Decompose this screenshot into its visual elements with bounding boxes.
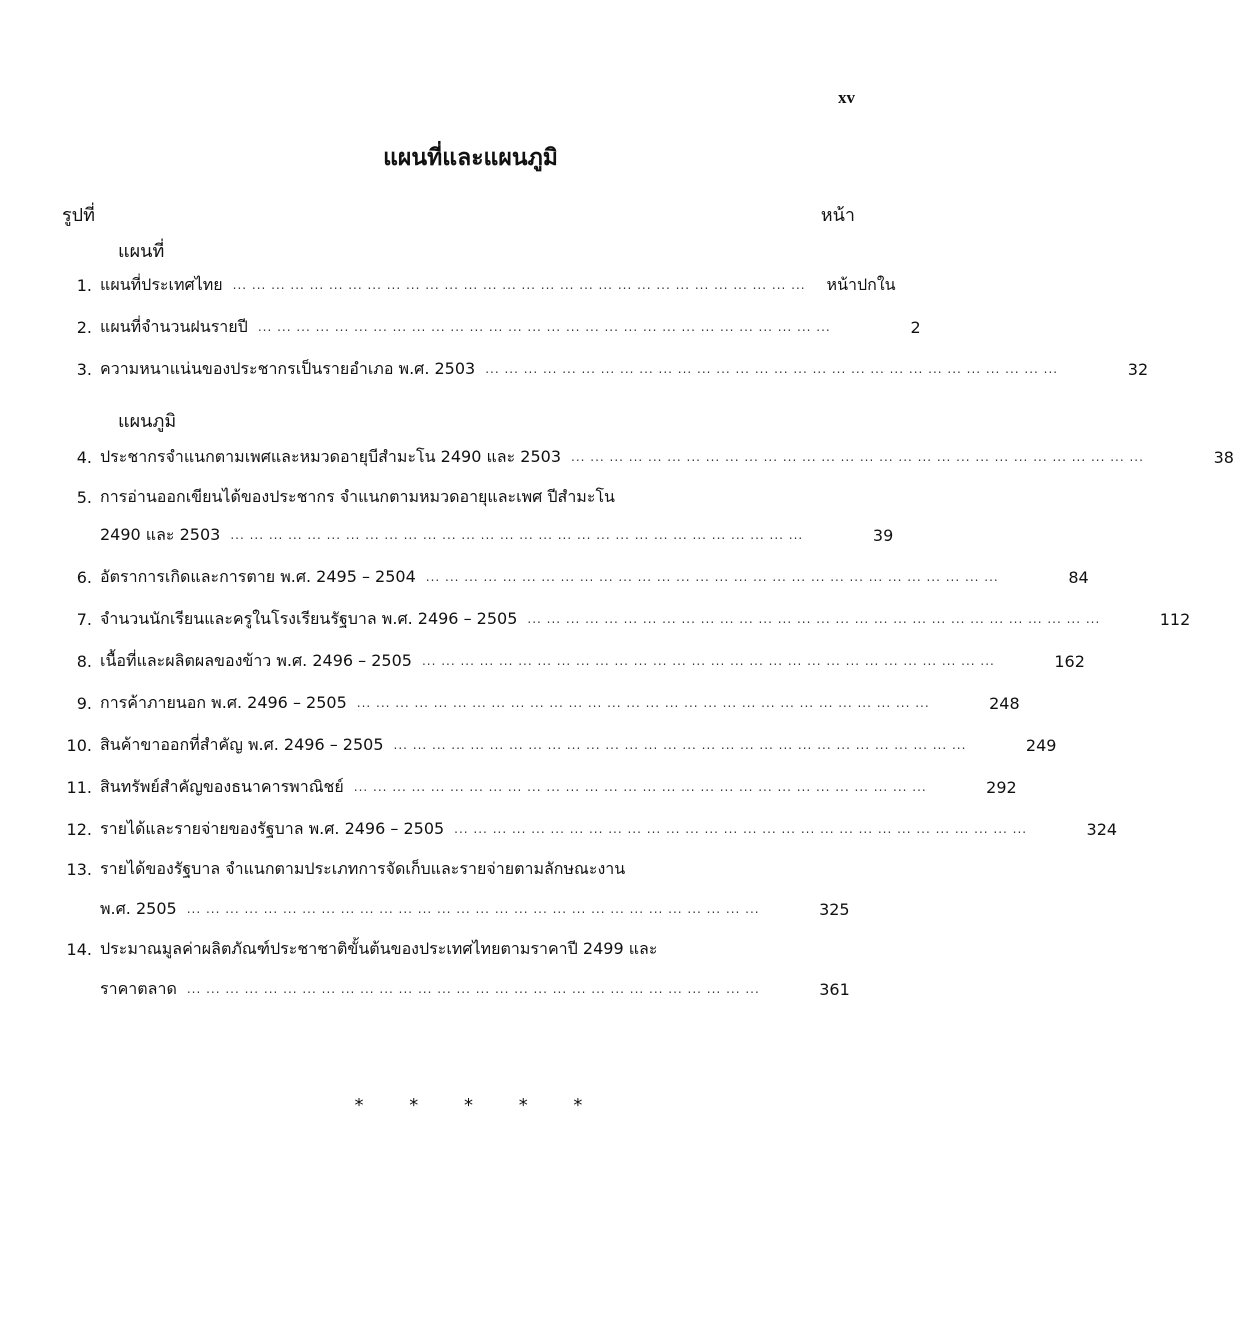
section-label-charts: แผนภูมิ [118, 411, 177, 432]
entry-page: 361 [819, 979, 850, 999]
entry-page: 249 [1025, 735, 1057, 755]
entry-title: ประมาณมูลค่าผลิตภัณฑ์ประชาชาติขั้นต้นของประเทศไทยตามราคาปี 2499 และ [100, 938, 658, 958]
column-header-page: หน้า [820, 205, 855, 226]
entry-number: 9. [76, 693, 92, 713]
entry-number: 6. [76, 567, 92, 587]
entry-number: 5. [76, 487, 92, 507]
entry-title: การอ่านออกเขียนได้ของประชากร จำแนกตามหมวดอายุและเพศ ปีสำมะโน [100, 486, 615, 506]
dot-leader: ... ... ... ... ... ... ... ... ... ... ... ... ... ... ... ... ... ... ... ... ... ... ... ... ... ... ... ... ... ... [353, 780, 927, 794]
page-title: แผนที่และแผนภูมิ [383, 145, 558, 171]
entry-title: แผนที่ประเทศไทย [100, 274, 223, 294]
toc-entry-8 [50, 648, 1085, 674]
entry-number: 11. [66, 777, 92, 797]
dot-leader: ... ... ... ... ... ... ... ... ... ... ... ... ... ... ... ... ... ... ... ... ... ... ... ... ... ... ... ... ... ... [485, 362, 1059, 376]
toc-entry-14-continued [50, 976, 855, 1002]
toc-entry-9 [50, 690, 1020, 716]
entry-number: 4. [76, 447, 92, 467]
toc-entry-11 [50, 774, 1017, 800]
toc-entry-1 [50, 272, 896, 298]
entry-number: 14. [66, 939, 92, 959]
toc-entry-6 [50, 564, 1089, 590]
entry-title: ความหนาแน่นของประชากรเป็นรายอำเภอ พ.ศ. 2503 [100, 358, 476, 378]
entry-title: สินทรัพย์สำคัญของธนาคารพาณิชย์ [100, 776, 344, 796]
toc-entry-7 [50, 606, 1191, 632]
dot-leader: ... ... ... ... ... ... ... ... ... ... ... ... ... ... ... ... ... ... ... ... ... ... ... ... ... ... ... ... ... ... [454, 822, 1028, 836]
toc-entry-12 [50, 816, 1118, 842]
entry-page: 38 [1213, 447, 1234, 467]
toc-entry-13 [50, 856, 855, 882]
entry-number: 3. [76, 359, 92, 379]
page-number: xv [838, 88, 855, 107]
toc-entry-4 [50, 444, 1234, 470]
toc-entry-10 [50, 732, 1057, 758]
entry-number: 13. [66, 859, 92, 879]
entry-title: สินค้าขาออกที่สำคัญ พ.ศ. 2496 – 2505 [100, 734, 384, 754]
dot-leader: ... ... ... ... ... ... ... ... ... ... ... ... ... ... ... ... ... ... ... ... ... ... ... ... ... ... ... ... ... ... [257, 320, 831, 334]
toc-entry-13-continued [50, 896, 855, 922]
end-mark: * * * * * [354, 1095, 587, 1116]
toc-entry-5 [50, 484, 855, 510]
entry-number: 1. [76, 275, 92, 295]
entry-page: 84 [1068, 567, 1089, 587]
entry-number: 7. [76, 609, 92, 629]
entry-title: เนื้อที่และผลิตผลของข้าว พ.ศ. 2496 – 2505 [100, 650, 412, 670]
dot-leader: ... ... ... ... ... ... ... ... ... ... ... ... ... ... ... ... ... ... ... ... ... ... ... ... ... ... ... ... ... ... [232, 278, 806, 292]
entry-page: 112 [1159, 609, 1191, 629]
entry-page: 32 [1127, 359, 1149, 379]
entry-page: 324 [1086, 819, 1118, 839]
entry-page: 248 [989, 693, 1020, 713]
entry-title: แผนที่จำนวนฝนรายปี [100, 316, 248, 336]
entry-page: 39 [872, 525, 894, 545]
dot-leader: ... ... ... ... ... ... ... ... ... ... ... ... ... ... ... ... ... ... ... ... ... ... ... ... ... ... ... ... ... ... [571, 450, 1144, 464]
entry-title-continued: 2490 และ 2503 [100, 524, 221, 544]
toc-entry-3 [50, 356, 1149, 382]
entry-number: 10. [66, 735, 92, 755]
dot-leader: ... ... ... ... ... ... ... ... ... ... ... ... ... ... ... ... ... ... ... ... ... ... ... ... ... ... ... ... ... ... [186, 902, 760, 916]
entry-title: จำนวนนักเรียนและครูในโรงเรียนรัฐบาล พ.ศ. 2496 – 2505 [100, 608, 518, 628]
entry-page: 292 [986, 777, 1017, 797]
dot-leader: ... ... ... ... ... ... ... ... ... ... ... ... ... ... ... ... ... ... ... ... ... ... ... ... ... ... ... ... ... ... [356, 696, 930, 710]
entry-title: รายได้และรายจ่ายของรัฐบาล พ.ศ. 2496 – 2505 [100, 818, 445, 838]
section-label-maps: แผนที่ [118, 241, 165, 262]
entry-title: อัตราการเกิดและการตาย พ.ศ. 2495 – 2504 [100, 566, 416, 586]
toc-entry-5-continued [50, 522, 894, 548]
column-header-figure: รูปที่ [62, 205, 95, 226]
entry-page: 162 [1054, 651, 1085, 671]
entry-number: 2. [76, 317, 92, 337]
entry-page: 2 [910, 317, 921, 337]
entry-page: หน้าปกใน [826, 274, 896, 294]
entry-title-continued: ราคาตลาด [100, 978, 177, 998]
dot-leader: ... ... ... ... ... ... ... ... ... ... ... ... ... ... ... ... ... ... ... ... ... ... ... ... ... ... ... ... ... ... [421, 654, 995, 668]
dot-leader: ... ... ... ... ... ... ... ... ... ... ... ... ... ... ... ... ... ... ... ... ... ... ... ... ... ... ... ... ... ... [186, 982, 760, 996]
toc-entry-14 [50, 936, 855, 962]
entry-number: 12. [66, 819, 92, 839]
toc-entry-2 [50, 314, 921, 340]
dot-leader: ... ... ... ... ... ... ... ... ... ... ... ... ... ... ... ... ... ... ... ... ... ... ... ... ... ... ... ... ... ... [393, 738, 967, 752]
entry-title: รายได้ของรัฐบาล จำแนกตามประเภทการจัดเก็บและรายจ่ายตามลักษณะงาน [100, 858, 626, 878]
dot-leader: ... ... ... ... ... ... ... ... ... ... ... ... ... ... ... ... ... ... ... ... ... ... ... ... ... ... ... ... ... ... [527, 612, 1101, 626]
dot-leader: ... ... ... ... ... ... ... ... ... ... ... ... ... ... ... ... ... ... ... ... ... ... ... ... ... ... ... ... ... ... [425, 570, 999, 584]
entry-title: ประชากรจำแนกตามเพศและหมวดอายุบีสำมะโน 2490 และ 2503 [100, 446, 561, 466]
entry-title: การค้าภายนอก พ.ศ. 2496 – 2505 [100, 692, 347, 712]
entry-number: 8. [76, 651, 92, 671]
dot-leader: ... ... ... ... ... ... ... ... ... ... ... ... ... ... ... ... ... ... ... ... ... ... ... ... ... ... ... ... ... ... [230, 528, 804, 542]
entry-page: 325 [819, 899, 850, 919]
entry-title-continued: พ.ศ. 2505 [100, 898, 177, 918]
